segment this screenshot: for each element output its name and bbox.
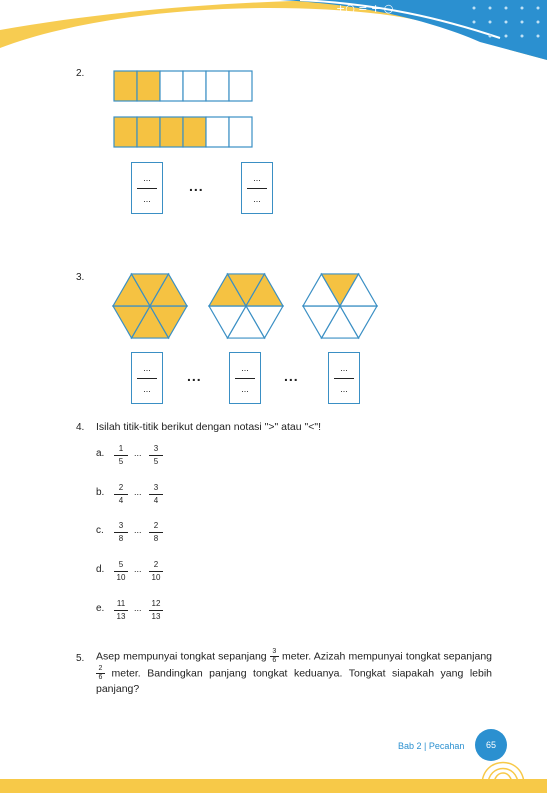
q4-left-fraction: 3 8 bbox=[114, 521, 128, 544]
numerator-blank: ... bbox=[340, 363, 348, 373]
hexagon-figures bbox=[108, 268, 388, 344]
q4-comparison-blank[interactable]: ... bbox=[134, 448, 142, 458]
fraction-line bbox=[235, 378, 255, 379]
denominator-blank: ... bbox=[241, 384, 249, 394]
q4-right-fraction: 3 4 bbox=[149, 483, 163, 506]
q5-fraction-2: $\frac{2}{6}$ bbox=[96, 665, 105, 682]
q4-option-letter: a. bbox=[96, 448, 105, 459]
q5-text-part3: meter. Bandingkan panjang tongkat keduanya. Tongkat siapakah yang lebih panjang? bbox=[96, 667, 492, 695]
q5-text-part2: meter. Azizah mempunyai tongkat sepanjang bbox=[282, 650, 493, 663]
question-4-number: 4. bbox=[76, 422, 85, 433]
q3-comparison-blank-2[interactable]: ... bbox=[284, 368, 299, 384]
q4-comparison-blank[interactable]: ... bbox=[134, 525, 142, 535]
q3-answer-box-3[interactable] bbox=[328, 352, 360, 404]
fraction-line bbox=[334, 378, 354, 379]
q2-answer-box-2[interactable] bbox=[241, 162, 273, 214]
q2-comparison-blank[interactable]: ... bbox=[189, 178, 204, 194]
question-4-instruction: Isilah titik-titik berikut dengan notasi ">" atau "<"! bbox=[96, 421, 322, 433]
numerator-blank: ... bbox=[253, 173, 261, 183]
question-5-number: 5. bbox=[76, 653, 85, 664]
q4-right-fraction: 2 10 bbox=[149, 560, 163, 583]
q5-fraction-1: $\frac{3}{6}$ bbox=[270, 648, 279, 665]
q5-text-part1: Asep mempunyai tongkat sepanjang bbox=[96, 650, 267, 663]
question-3-number: 3. bbox=[76, 272, 85, 283]
q4-left-fraction: 1 5 bbox=[114, 444, 128, 467]
q4-right-fraction: 2 8 bbox=[149, 521, 163, 544]
numerator-blank: ... bbox=[241, 363, 249, 373]
q3-comparison-blank-1[interactable]: ... bbox=[187, 368, 202, 384]
svg-text:÷ △ □ ÷: ÷ △ □ ÷ bbox=[342, 18, 390, 31]
q4-comparison-blank[interactable]: ... bbox=[134, 564, 142, 574]
fraction-bar-2 bbox=[113, 116, 254, 148]
q4-left-fraction: 2 4 bbox=[114, 483, 128, 506]
q4-option-letter: e. bbox=[96, 603, 105, 614]
q4-option-letter: d. bbox=[96, 564, 105, 575]
fraction-line bbox=[137, 378, 157, 379]
page-number: 65 bbox=[485, 740, 496, 750]
header-decoration bbox=[0, 0, 547, 60]
hexagon-3 bbox=[303, 274, 377, 338]
q4-right-fraction: 12 13 bbox=[149, 599, 163, 622]
hexagon-1 bbox=[113, 274, 187, 338]
footer-bar bbox=[0, 779, 547, 793]
question-2-number: 2. bbox=[76, 68, 85, 79]
q2-answer-box-1[interactable] bbox=[131, 162, 163, 214]
numerator-blank: ... bbox=[143, 363, 151, 373]
q4-option-letter: c. bbox=[96, 525, 104, 536]
q4-left-fraction: 5 10 bbox=[114, 560, 128, 583]
denominator-blank: ... bbox=[340, 384, 348, 394]
fraction-bar-1 bbox=[113, 70, 254, 102]
q4-comparison-blank[interactable]: ... bbox=[134, 603, 142, 613]
numerator-blank: ... bbox=[143, 173, 151, 183]
denominator-blank: ... bbox=[143, 194, 151, 204]
q4-comparison-blank[interactable]: ... bbox=[134, 487, 142, 497]
fraction-line bbox=[137, 188, 157, 189]
hexagon-2 bbox=[209, 274, 283, 338]
q3-answer-box-1[interactable] bbox=[131, 352, 163, 404]
page-number-badge bbox=[475, 729, 507, 761]
denominator-blank: ... bbox=[253, 194, 261, 204]
denominator-blank: ... bbox=[143, 384, 151, 394]
q3-answer-box-2[interactable] bbox=[229, 352, 261, 404]
q4-right-fraction: 3 5 bbox=[149, 444, 163, 467]
q4-left-fraction: 11 13 bbox=[114, 599, 128, 622]
fraction-line bbox=[247, 188, 267, 189]
question-5-text bbox=[96, 648, 492, 697]
chapter-label: Bab 2 | Pecahan bbox=[398, 741, 465, 751]
q4-option-letter: b. bbox=[96, 487, 105, 498]
svg-text:+○ = + ○: +○ = + ○ bbox=[336, 2, 394, 15]
